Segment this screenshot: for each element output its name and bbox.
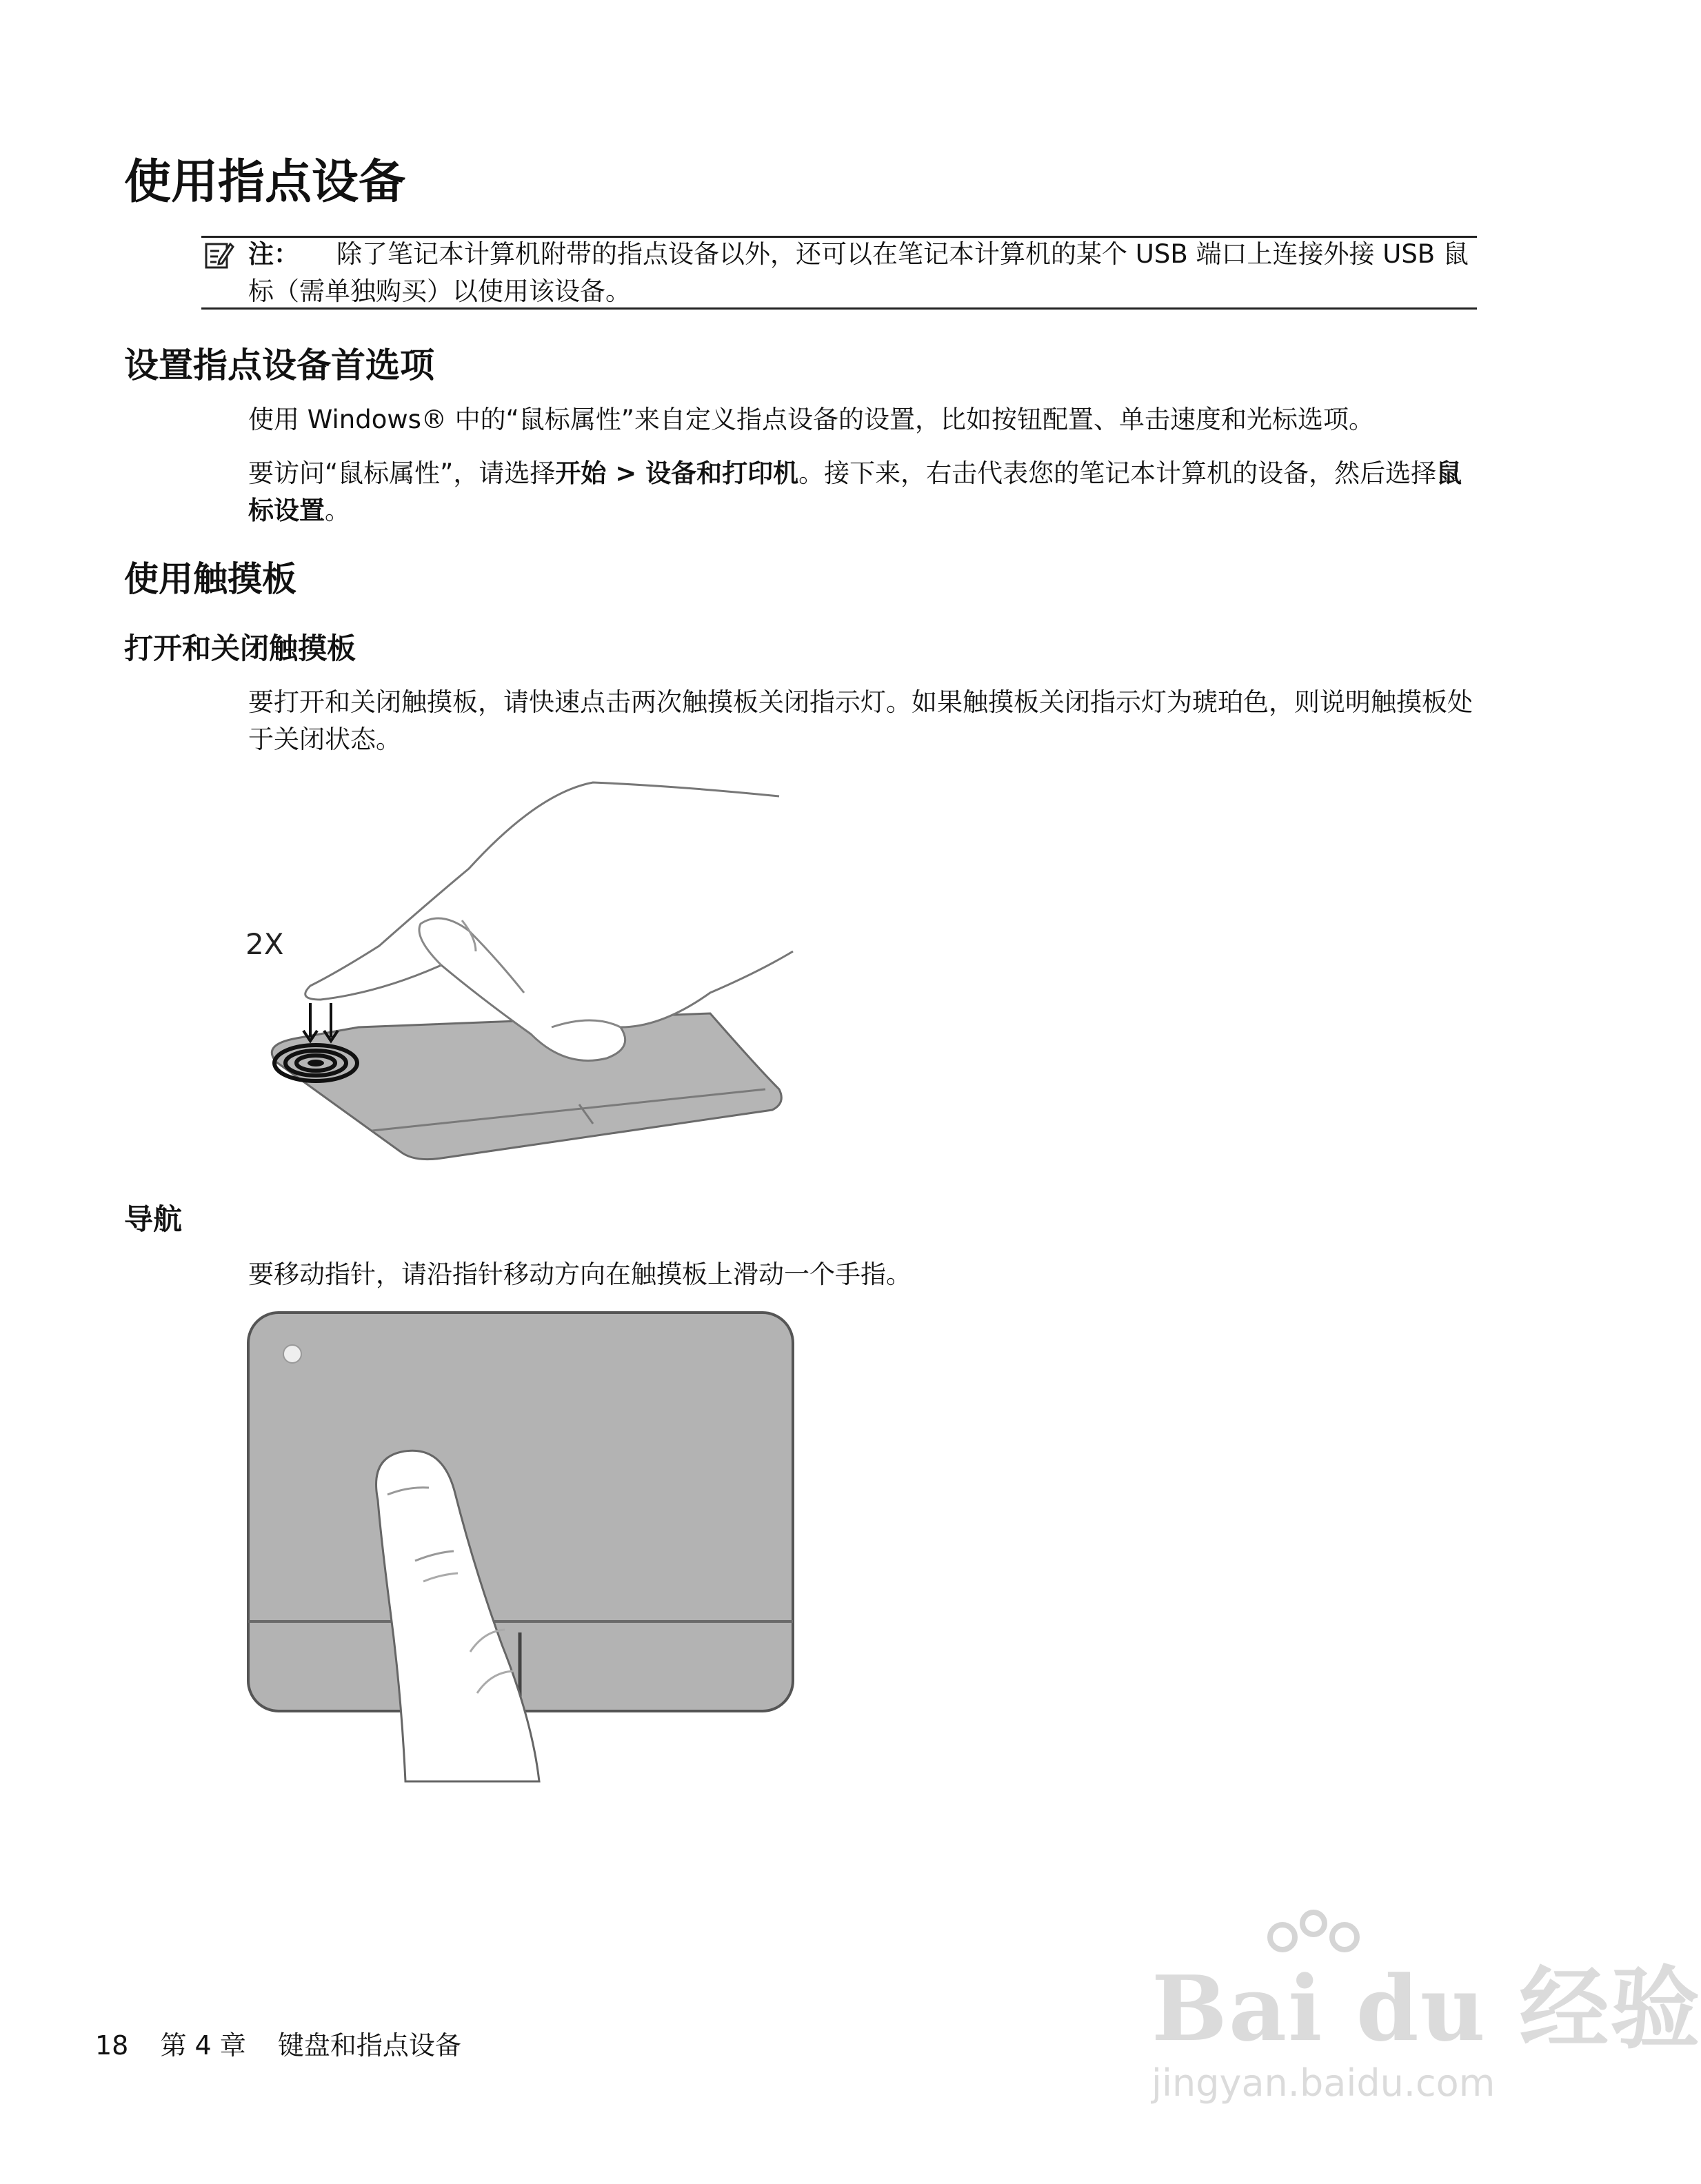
note-bottom-rule [201,307,1477,310]
note-body: 除了笔记本计算机附带的指点设备以外，还可以在笔记本计算机的某个 USB 端口上连接外接 USB 鼠标（需单独购买）以使用该设备。 [248,239,1469,306]
note-icon [204,240,234,270]
figure-double-tap-illustration [234,765,800,1165]
chapter-title: 键盘和指点设备 [277,2030,461,2061]
prefs-para2-bold-2: 鼠标设置 [248,458,1462,525]
section-heading-touchpad: 使用触摸板 [124,559,296,599]
figure-navigation-illustration [243,1307,801,1783]
prefs-paragraph-2 [248,455,1482,529]
prefs-paragraph-1: 使用 Windows® 中的“鼠标属性”来自定义指点设备的设置，比如按钮配置、单击速度和光标选项。 [248,405,1375,434]
note-text [248,236,1482,310]
onoff-paragraph: 要打开和关闭触摸板，请快速点击两次触摸板关闭指示灯。如果触摸板关闭指示灯为琥珀色，则说明触摸板处于关闭状态。 [248,687,1473,754]
watermark-url: jingyan.baidu.com [1151,2061,1496,2105]
page-footer [95,2024,485,2062]
figure-navigation [243,1307,801,1783]
page-number: 18 [95,2030,129,2061]
note-label: 注： [248,239,299,269]
subsection-heading-onoff: 打开和关闭触摸板 [124,631,356,665]
figure-double-tap [234,765,800,1165]
baidu-watermark [1151,1910,1701,2130]
nav-paragraph: 要移动指针，请沿指针移动方向在触摸板上滑动一个手指。 [248,1260,912,1289]
section-heading-prefs: 设置指点设备首选项 [124,345,434,385]
prefs-para2-text-2: 。接下来，右击代表您的笔记本计算机的设备，然后选择 [798,458,1437,488]
prefs-para2-text-1: 要访问“鼠标属性”，请选择 [248,458,556,488]
subsection-heading-nav: 导航 [124,1202,183,1236]
watermark-brand: Bai du 经验 [1151,1956,1701,2061]
prefs-para2-text-3: 。 [325,496,350,525]
prefs-para2-bold-1: 开始 > 设备和打印机 [555,458,799,488]
chapter-label: 第 4 章 [160,2030,246,2061]
page-heading: 使用指点设备 [124,155,406,210]
double-tap-label: 2X [245,927,284,961]
